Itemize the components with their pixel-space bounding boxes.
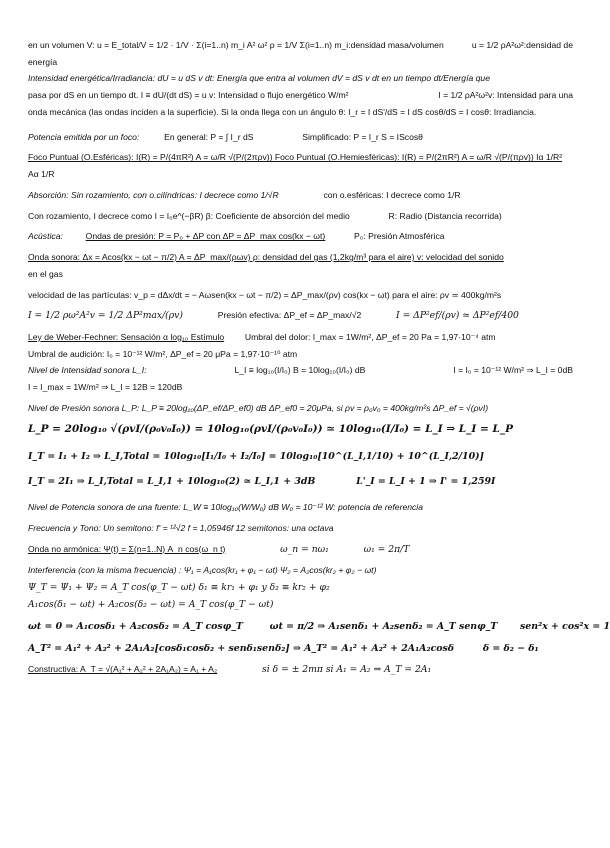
line-suma-intensidades [28, 451, 573, 463]
text: δ = δ₂ − δ₁ [482, 642, 539, 654]
text: En general: P = ∫ I_r dS [164, 131, 254, 142]
text: L'_I = L_I + 1 ⇒ I' = 1,259I [356, 476, 496, 488]
text: Foco Puntual (O.Esféricas): I(R) = P/(4πR²) A = ω/R √(P/(2πρv)) Foco Puntual (O.Hemiesféricas): I(R) = P/(2πR²) A = ω/R √(P/(πρv)) Iα 1/R² [28, 152, 563, 163]
line-lp-eq [28, 423, 573, 436]
line-rozamiento [28, 211, 573, 222]
text: A_T² = A₁² + A₂² + 2A₁A₂[cosδ₁cosδ₂ + senδ₁senδ₂] ⇒ A_T² = A₁² + A₂² + 2A₁A₂cosδ [28, 642, 455, 654]
line-intensidad-2 [28, 90, 573, 101]
text: sen²x + cos²x = 1 [520, 620, 610, 632]
text: Ley de Weber-Fechner: Sensación α log₁₀ Estímulo [28, 331, 225, 342]
line-nivel-intensidad-2 [28, 382, 573, 393]
text: Intensidad energética/Irradiancia: dU = u dS v dt: Energía que entra al volumen dV = dS v dt en un tiempo dt/Energía que [28, 73, 490, 84]
text: Nivel de Intensidad sonora L_I: [28, 365, 147, 376]
text: L_I ≡ log₁₀(I/I₀) B = 10log₁₀(I/I₀) dB [234, 365, 366, 376]
line-intensidad-sonora [28, 310, 573, 322]
formula-sheet [28, 38, 610, 676]
text: con o.esféricas: I decrece como 1/R [323, 189, 461, 200]
text: A₁cos(δ₁ − ωt) + A₂cos(δ₂ − ωt) = A_T cos(φ_T − ωt) [28, 599, 274, 611]
line-intensidad [28, 73, 573, 84]
line-suma-cosenos [28, 599, 573, 611]
line-energy-density [28, 40, 573, 51]
text: velocidad de las partículas: v_p = dΔx/dt = − Aωsen(kx − ωt − π/2) = ΔP_max/(ρv) cos(kx − ωt) para el aire: ρv ≃ 400kg/m²s [28, 289, 502, 300]
text: Aα 1/R [28, 169, 55, 180]
text: Frecuencia y Tono: Un semitono: f' = ¹²√2 f = 1,05946f 12 semitonos: una octava [28, 522, 334, 533]
line-nivel-intensidad [28, 365, 573, 376]
line-constructiva [28, 664, 573, 676]
text: Onda no armónica: Ψ(t) = Σ(n=1..N) A_n cos(ω_n t) [28, 543, 226, 554]
line-doble-intensidad [28, 476, 573, 488]
line-irradiancia [28, 107, 573, 118]
text: si δ = ± 2mπ si A₁ = A₂ ⇒ A_T = 2A₁ [262, 664, 432, 676]
line-energia [28, 57, 573, 68]
text: en un volumen V: u = E_total/V = 1/2 · 1/V · Σ(i=1..n) m_i A² ω² ρ = 1/V Σ(i=1..n) m_i:densidad masa/volumen [28, 40, 444, 50]
text: I_T = I₁ + I₂ ⇒ L_I,Total = 10log₁₀[I₁/I₀ + I₂/I₀] = 10log₁₀[10^(L_I,1/10) + 10^(L_I,2/10)] [28, 450, 484, 462]
line-psi-total [28, 582, 573, 594]
text: Simplificado: P = I_r S = IScosθ [302, 131, 423, 142]
text: I = 1/2 ρω²A²v = 1/2 ΔP²max/(ρv) [28, 310, 183, 322]
text: Nivel de Presión sonora L_P: L_P ≡ 20log₁₀(ΔP_ef/ΔP_ef0) dB ΔP_ef0 = 20μPa, si ρv = ρ₀v₀ = 400kg/m²s ΔP_ef = √(ρvI) [28, 402, 489, 413]
text: Onda sonora: Δx = Acos(kx − ωt − π/2) A = ΔP_max/(ρωv) ρ: densidad del gas (1,2kg/m³ para el aire) v: velocidad del sonido [28, 252, 504, 263]
text: Ondas de presión: P = P₀ + ΔP con ΔP = ΔP_max cos(kx − ωt) [85, 231, 326, 242]
text: Umbral del dolor: I_max = 1W/m², ΔP_ef = 20 Pa = 1,97·10⁻⁴ atm [244, 331, 496, 342]
text: Con rozamiento, I decrece como I = I₀e^(−βR) β: Coeficiente de absorción del medio [28, 210, 350, 221]
line-foco-puntual [28, 152, 573, 163]
text: I = I₀ = 10⁻¹² W/m² ⇒ L_I = 0dB [453, 365, 573, 376]
line-acustica [28, 231, 573, 242]
line-onda-sonora [28, 252, 573, 263]
text: I_T = 2I₁ ⇒ L_I,Total = L_I,1 + 10log₁₀(2) ≃ L_I,1 + 3dB [28, 476, 316, 488]
line-potencia [28, 132, 573, 143]
text: Interferencia (con la misma frecuencia) : Ψ₁ = A₁cos(kr₁ + φ₁ − ωt) Ψ₂ = A₂cos(kr₂ + φ₂ − ωt) [28, 565, 377, 576]
line-weber [28, 332, 573, 343]
text: ω_n = nω₁ [280, 543, 329, 555]
line-interferencia [28, 565, 573, 576]
text: ω₁ = 2π/T [363, 543, 410, 555]
text: Umbral de audición: I₀ = 10⁻¹² W/m², ΔP_ef = 20 μPa = 1,97·10⁻¹⁰ atm [28, 348, 298, 359]
text: Potencia emitida por un foco: [28, 131, 140, 142]
line-nivel-presion [28, 403, 573, 414]
text: Constructiva: A_T = √(A₁² + A₂² + 2A₁A₂) = A₁ + A₂ [28, 664, 218, 675]
text: energía [28, 56, 58, 67]
line-potencia-sonora [28, 502, 573, 513]
text: pasa por dS en un tiempo dt. I ≡ dU/(dt dS) = u v: Intensidad o flujo energético W/m² [28, 90, 349, 101]
text: ωt = π/2 ⇒ A₁senδ₁ + A₂senδ₂ = A_T senφ_T [269, 620, 498, 632]
text: Absorción: Sin rozamiento, con o.cilíndricas: I decrece como 1/√R [28, 189, 279, 200]
text: I = ΔP²ef/(ρv) ≃ ΔP²ef/400 [396, 310, 519, 322]
text: Presión efectiva: ΔP_ef = ΔP_max/√2 [217, 310, 362, 321]
text: Nivel de Potencia sonora de una fuente: L_W ≡ 10log₁₀(W/W₀) dB W₀ = 10⁻¹² W: potencia de referencia [28, 502, 423, 513]
text: Ψ_T = Ψ₁ + Ψ₂ = A_T cos(φ_T − ωt) δ₁ ≡ kr₁ + φ₁ y δ₂ ≡ kr₂ + φ₂ [28, 581, 330, 593]
text: en el gas [28, 268, 63, 279]
text: Acústica: [28, 231, 63, 242]
text: P₀: Presión Atmosférica [354, 231, 445, 242]
line-amplitud-total [28, 643, 573, 655]
line-velocidad [28, 290, 573, 301]
line-foco-2 [28, 169, 573, 180]
line-onda-no-armonica [28, 544, 573, 556]
text: L_P = 20log₁₀ √(ρvI/(ρ₀v₀I₀)) = 10log₁₀(ρvI/(ρ₀v₀I₀)) ≃ 10log₁₀(I/I₀) = L_I ⇒ L_I = L_P [28, 423, 513, 436]
line-frecuencia-tono [28, 523, 573, 534]
line-wt [28, 620, 610, 633]
text: onda mecánica (las ondas inciden a la superficie). Si la onda llega con un ángulo θ: I_r = I dS'/dS = I dS cosθ/dS = I cosθ: Irradiancia. [28, 106, 537, 117]
text: I = 1/2 ρA²ω²v: Intensidad para una [438, 90, 573, 101]
line-onda-sonora-2 [28, 269, 573, 280]
line-umbral-audicion [28, 349, 573, 360]
text: R: Radio (Distancia recorrida) [388, 210, 502, 221]
text: u = 1/2 ρA²ω²:densidad de [471, 40, 573, 50]
text: I = I_max = 1W/m² ⇒ L_I = 12B = 120dB [28, 381, 183, 392]
line-absorcion [28, 190, 573, 201]
text: ωt = 0 ⇒ A₁cosδ₁ + A₂cosδ₂ = A_T cosφ_T [28, 620, 243, 632]
